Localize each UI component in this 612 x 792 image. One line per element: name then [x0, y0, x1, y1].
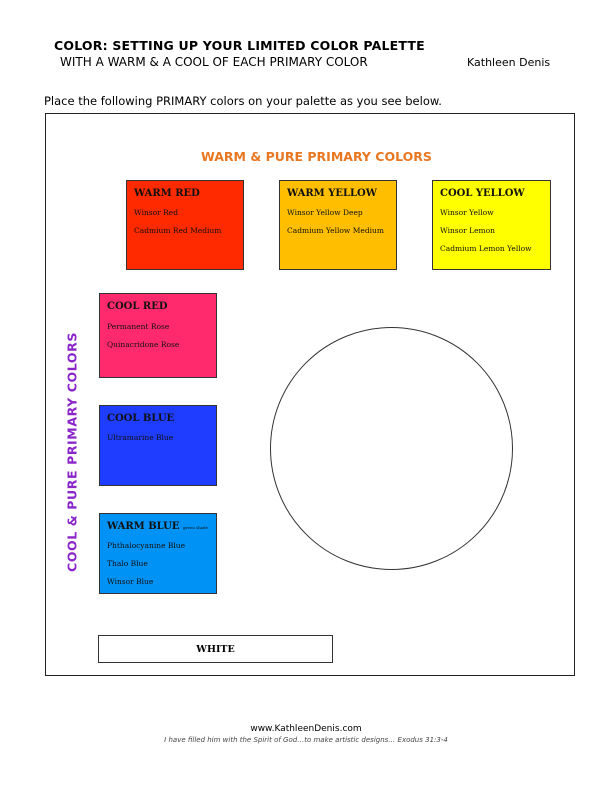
instruction-text: Place the following PRIMARY colors on your palette as you see below. — [44, 94, 442, 108]
footer-url: www.KathleenDenis.com — [250, 724, 362, 734]
pigment-label: Winsor Yellow Deep — [287, 208, 363, 217]
pigment-label: Winsor Yellow — [440, 208, 494, 217]
swatch-warm-yellow — [279, 180, 397, 270]
pigment-label: Winsor Blue — [107, 577, 154, 586]
pigment-label: Cadmium Lemon Yellow — [440, 244, 532, 253]
pigment-label: Winsor Red — [134, 208, 179, 217]
pigment-label: Ultramarine Blue — [107, 433, 174, 442]
page-title: COLOR: SETTING UP YOUR LIMITED COLOR PALETTE — [54, 38, 425, 53]
swatch-name: WARM RED — [134, 188, 200, 199]
pigment-label: Cadmium Yellow Medium — [287, 226, 384, 235]
footer-quote: I have filled him with the Spirit of God…to make artistic designs… Exodus 31:3-4 — [164, 736, 448, 744]
white-label: WHITE — [196, 644, 235, 655]
swatch-name — [107, 521, 208, 532]
swatch-name-suffix: green shade — [182, 525, 208, 530]
swatch-name: WARM YELLOW — [287, 188, 377, 199]
swatch-cool-yellow — [432, 180, 551, 270]
pigment-label: Phthalocyanine Blue — [107, 541, 186, 550]
pigment-label: Cadmium Red Medium — [134, 226, 222, 235]
swatch-name: COOL BLUE — [107, 413, 175, 424]
pigment-label: Thalo Blue — [107, 559, 148, 568]
swatch-name: COOL YELLOW — [440, 188, 525, 199]
pigment-label: Winsor Lemon — [440, 226, 496, 235]
swatch-white — [98, 635, 333, 663]
swatch-name-text: WARM BLUE — [107, 521, 180, 532]
page-subtitle: WITH A WARM & A COOL OF EACH PRIMARY COLOR — [60, 55, 368, 69]
swatch-warm-blue — [99, 513, 217, 594]
cool-primary-heading: COOL & PURE PRIMARY COLORS — [64, 332, 80, 572]
pigment-label: Permanent Rose — [107, 322, 170, 331]
swatch-cool-red — [99, 293, 217, 378]
warm-primary-heading: WARM & PURE PRIMARY COLORS — [201, 149, 432, 164]
pigment-label: Quinacridone Rose — [107, 340, 180, 349]
swatch-name: COOL RED — [107, 301, 168, 312]
swatch-warm-red — [126, 180, 244, 270]
palette-circle — [270, 327, 513, 570]
swatch-cool-blue — [99, 405, 217, 486]
author-name: Kathleen Denis — [467, 56, 551, 69]
